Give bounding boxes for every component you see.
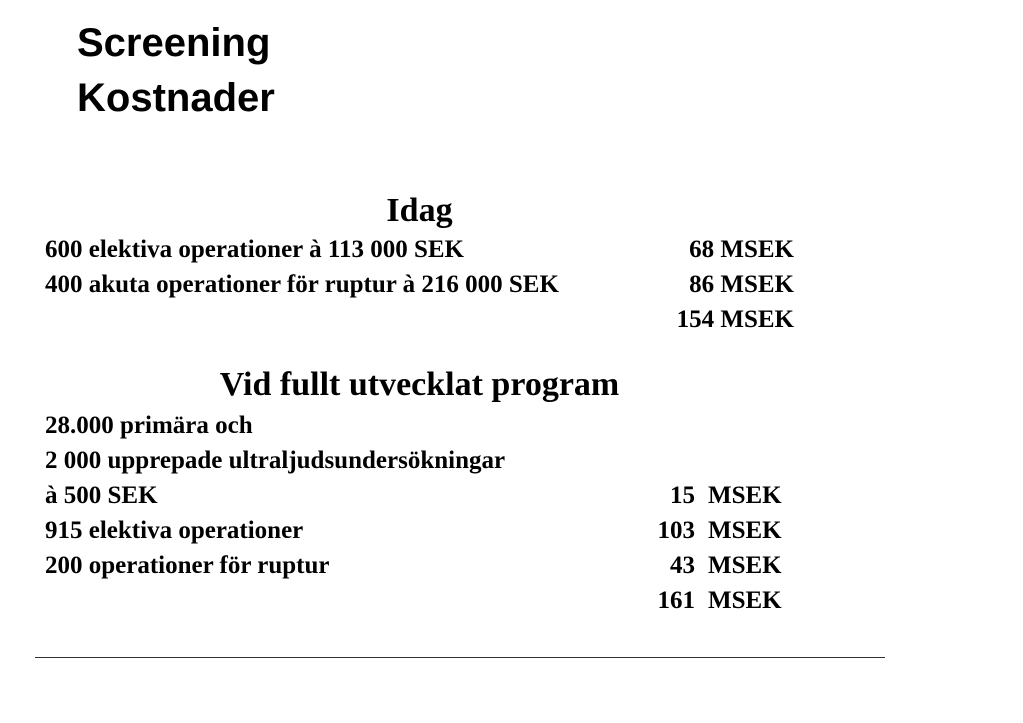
row-unit: MSEK [708,587,782,614]
row-value: 68 MSEK [689,236,794,263]
row-unit: MSEK [708,482,782,509]
idag-row [45,232,794,267]
divider-line [35,657,885,658]
row-description: 200 operationer för ruptur [45,552,330,579]
row-value: 15 [670,482,695,509]
row-value: 86 MSEK [689,271,794,298]
row-value: 161 [657,587,695,614]
row-description: 600 elektiva operationer à 113 000 SEK [45,236,464,263]
program-row [45,478,695,513]
row-description: 2 000 upprepade ultraljudsundersökningar [45,447,506,474]
row-value: 103 [657,517,695,544]
row-description: 915 elektiva operationer [45,517,304,544]
program-row [45,408,695,443]
program-total-row [45,583,695,618]
row-unit: MSEK [708,517,782,544]
heading-idag: Idag [386,192,453,229]
row-unit: MSEK [708,552,782,579]
title-line-1: Screening [77,21,271,65]
idag-total-row [45,302,794,337]
row-value: 154 MSEK [676,306,794,333]
row-value: 43 [670,552,695,579]
row-description: 28.000 primära och [45,412,253,439]
row-description: 400 akuta operationer för ruptur à 216 000 SEK [45,271,559,298]
idag-row [45,267,794,302]
row-description: à 500 SEK [45,482,158,509]
program-row [45,513,695,548]
heading-program: Vid fullt utvecklat program [219,366,620,403]
program-row [45,548,695,583]
title-line-2: Kostnader [77,76,275,120]
program-row [45,443,695,478]
